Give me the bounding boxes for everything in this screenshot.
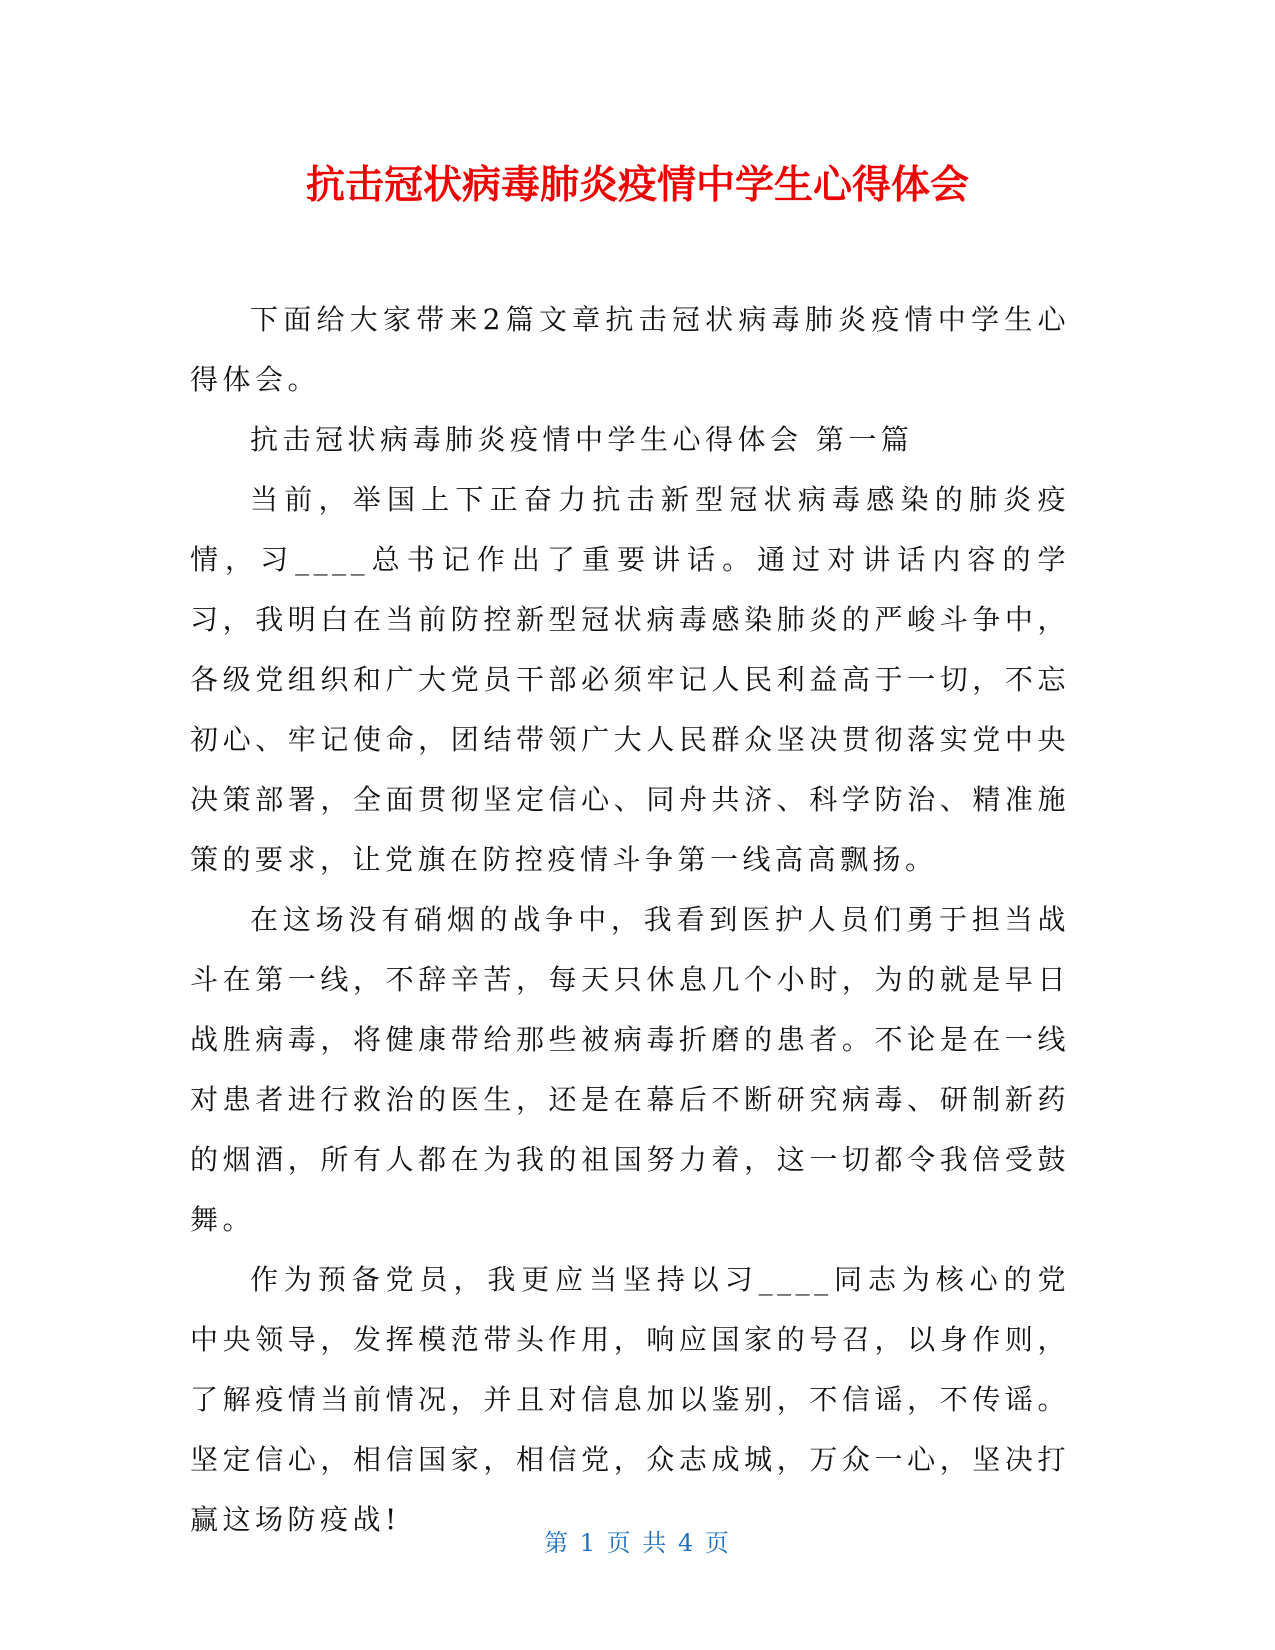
footer-current-page: 1 bbox=[579, 1529, 598, 1557]
paragraph-subheading: 抗击冠状病毒肺炎疫情中学生心得体会 第一篇 bbox=[250, 423, 914, 456]
paragraph-2: 在这场没有硝烟的战争中，我看到医护人员们勇于担当战斗在第一线，不辞辛苦，每天只休息几个小时，为的就是早日战胜病毒，将健康带给那些被病毒折磨的患者。不论是在一线对患者进行救治的医生，还是在幕后不断研究病毒、研制新药的烟酒，所有人都在为我的祖国努力着，这一切都令我倍受鼓舞。 bbox=[190, 903, 1070, 1236]
footer-middle: 页 共 bbox=[606, 1529, 669, 1557]
paragraph-1: 当前，举国上下正奋力抗击新型冠状病毒感染的肺炎疫情，习____总书记作出了重要讲话。通过对讲话内容的学习，我明白在当前防控新型冠状病毒感染肺炎的严峻斗争中，各级党组织和广大党员干部必须牢记人民利益高于一切，不忘初心、牢记使命，团结带领广大人民群众坚决贯彻落实党中央决策部署，全面贯彻坚定信心、同舟共济、科学防治、精准施策的要求，让党旗在防控疫情斗争第一线高高飘扬。 bbox=[190, 483, 1070, 876]
document-title: 抗击冠状病毒肺炎疫情中学生心得体会 bbox=[305, 163, 969, 208]
footer-suffix: 页 bbox=[704, 1529, 731, 1557]
footer-total-pages: 4 bbox=[677, 1529, 696, 1557]
paragraph-3: 作为预备党员，我更应当坚持以习____同志为核心的党中央领导，发挥模范带头作用，响应国家的号召，以身作则，了解疫情当前情况，并且对信息加以鉴别，不信谣，不传谣。坚定信心，相信国家，相信党，众志成城，万众一心，坚决打赢这场防疫战! bbox=[190, 1263, 1070, 1536]
paragraph-intro: 下面给大家带来2篇文章抗击冠状病毒肺炎疫情中学生心得体会。 bbox=[190, 303, 1070, 396]
document-body bbox=[190, 290, 1070, 1550]
page-footer bbox=[0, 1526, 1275, 1560]
footer-prefix: 第 bbox=[544, 1529, 571, 1557]
